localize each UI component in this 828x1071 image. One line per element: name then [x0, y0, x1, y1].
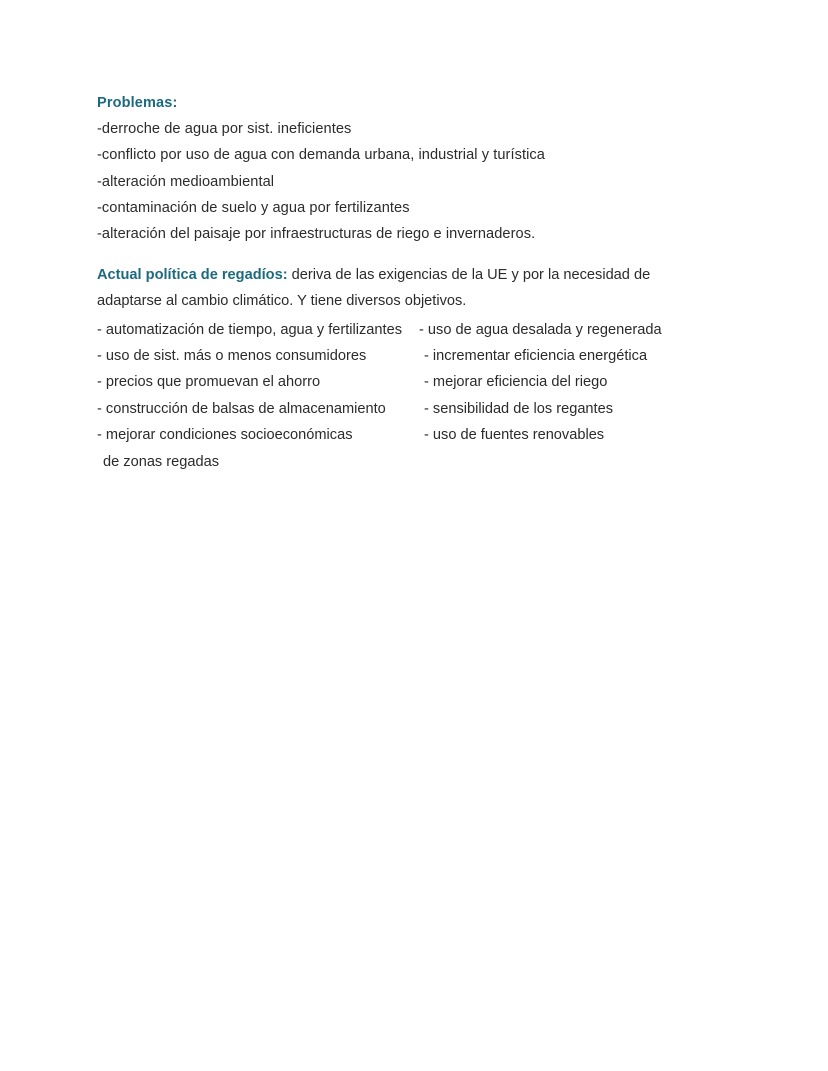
objectives-row: [97, 396, 717, 422]
objective-left-item: - uso de sist. más o menos consumidores: [97, 348, 367, 365]
objective-left-item: - construcción de balsas de almacenamiento: [97, 400, 386, 417]
objectives-two-column-list: [97, 317, 717, 475]
list-item: -alteración medioambiental: [97, 173, 275, 190]
objectives-row: [97, 422, 717, 448]
objectives-row-continuation: [97, 449, 717, 475]
list-item: -derroche de agua por sist. ineficientes: [97, 121, 352, 138]
politica-intro-text: deriva de las exigencias de la UE y por la necesidad de adaptarse al cambio climático. Y tiene diversos objetivos.: [97, 267, 651, 310]
document-content: [97, 90, 717, 475]
list-item: -conflicto por uso de agua con demanda urbana, industrial y turística: [97, 147, 545, 164]
objective-right-item: - mejorar eficiencia del riego: [424, 374, 608, 391]
politica-heading: Actual política de regadíos:: [97, 267, 288, 284]
objective-right-item: - uso de fuentes renovables: [424, 427, 605, 444]
politica-intro-paragraph: [97, 262, 677, 314]
objectives-row: [97, 369, 717, 395]
objective-left-item: - mejorar condiciones socioeconómicas: [97, 427, 353, 444]
section-politica-regadios: [97, 262, 717, 475]
objective-left-continuation: de zonas regadas: [103, 453, 220, 470]
objective-right-item: - incrementar eficiencia energética: [424, 348, 648, 365]
objective-left-item: - automatización de tiempo, agua y fertilizantes: [97, 321, 403, 338]
section-problemas: [97, 90, 717, 247]
objective-left-item: - precios que promuevan el ahorro: [97, 374, 321, 391]
objectives-row: [97, 317, 717, 343]
section-spacer: [97, 247, 717, 262]
objective-right-item: - sensibilidad de los regantes: [424, 400, 614, 417]
problemas-heading: Problemas:: [97, 95, 178, 111]
list-item: -alteración del paisaje por infraestructuras de riego e invernaderos.: [97, 226, 536, 243]
problemas-list: [97, 116, 717, 247]
objectives-row: [97, 343, 717, 369]
list-item: -contaminación de suelo y agua por fertilizantes: [97, 199, 410, 216]
objective-right-item: - uso de agua desalada y regenerada: [419, 321, 662, 338]
